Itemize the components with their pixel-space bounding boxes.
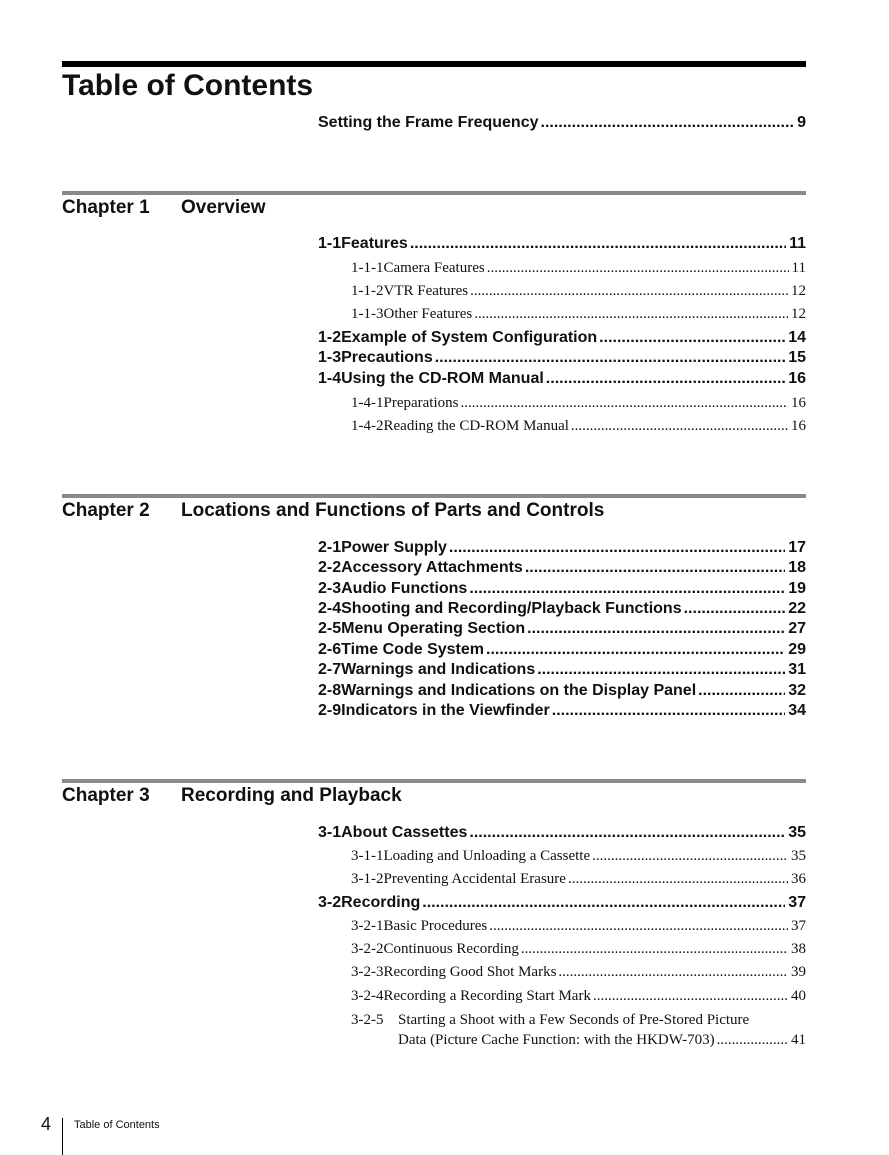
- dot-leader: [470, 282, 788, 301]
- toc-entry-number: 2-6: [318, 641, 342, 658]
- toc-entry-title: Accessory Attachments: [341, 559, 523, 576]
- toc-entry-page: 37: [791, 918, 806, 934]
- toc-subentry-1-4-1[interactable]: [351, 394, 806, 413]
- dot-leader: [460, 394, 788, 413]
- chapter-heading-2: [62, 499, 604, 523]
- toc-entry-number: 1-1-1: [351, 260, 384, 276]
- dot-leader: [599, 328, 785, 348]
- chapter-heading-1: [62, 196, 266, 220]
- toc-entry-page: 11: [791, 260, 806, 276]
- toc-entry-number: 1-1-2: [351, 283, 384, 299]
- toc-entry-title: Example of System Configuration: [341, 329, 598, 346]
- toc-entry-3-2[interactable]: [318, 893, 806, 913]
- toc-entry-2-1[interactable]: [318, 538, 806, 558]
- toc-entry-page: 16: [788, 370, 806, 387]
- toc-entry-number: 2-7: [318, 661, 342, 678]
- dot-leader: [489, 917, 788, 936]
- chapter-rule: [62, 779, 806, 783]
- toc-entry-3-1[interactable]: [318, 823, 806, 843]
- toc-entry-title: Time Code System: [341, 641, 484, 658]
- dot-leader: [422, 893, 785, 913]
- toc-entry-title: Other Features: [383, 306, 473, 322]
- toc-entry-2-2[interactable]: [318, 558, 806, 578]
- dot-leader: [546, 369, 785, 389]
- dot-leader: [469, 823, 785, 843]
- footer-divider: [62, 1118, 63, 1155]
- dot-leader: [435, 348, 785, 368]
- toc-entry-title: Using the CD-ROM Manual: [341, 370, 544, 387]
- dot-leader: [525, 558, 785, 578]
- chapter-label: Chapter 3: [62, 785, 150, 806]
- toc-entry-page: 39: [791, 964, 806, 980]
- toc-entry-line1: [351, 1010, 806, 1030]
- dot-leader: [469, 579, 785, 599]
- toc-entry-page: 34: [788, 702, 806, 719]
- toc-entry-number: 1-4-1: [351, 395, 384, 411]
- toc-subentry-3-1-1[interactable]: [351, 847, 806, 866]
- dot-leader: [449, 538, 785, 558]
- toc-entry-page: 27: [788, 620, 806, 637]
- toc-entry-title: Preventing Accidental Erasure: [383, 871, 566, 887]
- toc-subentry-3-2-5[interactable]: [351, 1010, 806, 1050]
- dot-leader: [552, 701, 785, 721]
- toc-entry-page: 19: [788, 580, 806, 597]
- toc-entry-title: Audio Functions: [341, 580, 468, 597]
- toc-entry-title: VTR Features: [383, 283, 469, 299]
- toc-subentry-1-4-2[interactable]: [351, 417, 806, 436]
- toc-entry-number: 1-4-2: [351, 418, 384, 434]
- chapter-title: Locations and Functions of Parts and Controls: [181, 500, 605, 521]
- dot-leader: [541, 113, 795, 133]
- toc-entry-1-4[interactable]: [318, 369, 806, 389]
- toc-entry-title: Starting a Shoot with a Few Seconds of Pre-Stored Picture: [398, 1012, 750, 1028]
- toc-entry-number: 3-2-5: [351, 1012, 384, 1028]
- toc-entry-line2: [398, 1030, 806, 1050]
- toc-entry-number: 3-2-1: [351, 918, 384, 934]
- dot-leader: [571, 417, 788, 436]
- dot-leader: [487, 259, 789, 278]
- toc-entry-number: 3-1-2: [351, 871, 384, 887]
- dot-leader: [474, 305, 788, 324]
- toc-entry-number: 1-1: [318, 235, 342, 252]
- dot-leader: [568, 870, 788, 889]
- toc-entry-number: 1-1-3: [351, 306, 384, 322]
- toc-entry-number: 2-4: [318, 600, 342, 617]
- chapter-title: Recording and Playback: [181, 785, 402, 806]
- toc-entry-1-1[interactable]: [318, 234, 806, 254]
- toc-entry-page: 41: [791, 1032, 806, 1048]
- dot-leader: [592, 847, 788, 866]
- toc-entry-page: 35: [791, 848, 806, 864]
- toc-entry-page: 32: [788, 682, 806, 699]
- toc-entry-title: Preparations: [383, 395, 459, 411]
- toc-entry-page: 29: [788, 641, 806, 658]
- dot-leader: [717, 1030, 789, 1050]
- dot-leader: [521, 940, 788, 959]
- toc-entry-number: 3-2-2: [351, 941, 384, 957]
- toc-entry-2-8[interactable]: [318, 681, 806, 701]
- toc-entry-2-6[interactable]: [318, 640, 806, 660]
- toc-entry-title-continued: Data (Picture Cache Function: with the HKDW-703): [398, 1032, 715, 1048]
- toc-entry-number: 2-3: [318, 580, 342, 597]
- toc-entry-page: 17: [788, 539, 806, 556]
- toc-entry-number: 3-1-1: [351, 848, 384, 864]
- toc-entry-number: 1-3: [318, 349, 342, 366]
- top-rule: [62, 61, 806, 67]
- toc-entry-page: 31: [788, 661, 806, 678]
- toc-entry-2-3[interactable]: [318, 579, 806, 599]
- toc-entry-number: 2-2: [318, 559, 342, 576]
- toc-entry-title: Warnings and Indications: [341, 661, 536, 678]
- toc-entry-page: 9: [797, 114, 806, 131]
- toc-entry-title: About Cassettes: [341, 824, 468, 841]
- toc-entry-1-3[interactable]: [318, 348, 806, 368]
- toc-entry-title: Camera Features: [383, 260, 485, 276]
- toc-subentry-1-1-3[interactable]: [351, 305, 806, 324]
- chapter-title: Overview: [181, 197, 266, 218]
- toc-entry-page: 36: [791, 871, 806, 887]
- toc-entry-number: 3-2-4: [351, 988, 384, 1004]
- dot-leader: [537, 660, 785, 680]
- toc-subentry-3-1-2[interactable]: [351, 870, 806, 889]
- toc-subentry-1-1-1[interactable]: [351, 259, 806, 278]
- toc-entry-number: 3-2: [318, 894, 342, 911]
- toc-entry-number: 2-9: [318, 702, 342, 719]
- toc-entry-page: 11: [789, 235, 806, 252]
- toc-entry-page: 16: [791, 395, 806, 411]
- toc-entry-page: 12: [791, 283, 806, 299]
- chapter-rule: [62, 494, 806, 498]
- toc-entry-number: 3-2-3: [351, 964, 384, 980]
- toc-entry-title: Warnings and Indications on the Display Panel: [341, 682, 697, 699]
- toc-entry-title: Loading and Unloading a Cassette: [383, 848, 591, 864]
- chapter-label: Chapter 2: [62, 500, 150, 521]
- toc-subentry-3-2-2[interactable]: [351, 940, 806, 959]
- toc-entry-page: 35: [788, 824, 806, 841]
- toc-entry-2-4[interactable]: [318, 599, 806, 619]
- toc-entry-page: 16: [791, 418, 806, 434]
- toc-entry-title: Continuous Recording: [383, 941, 519, 957]
- dot-leader: [684, 599, 786, 619]
- toc-subentry-3-2-4[interactable]: [351, 987, 806, 1006]
- toc-entry-setting-frame-frequency[interactable]: [318, 113, 806, 133]
- toc-entry-number: 2-8: [318, 682, 342, 699]
- toc-entry-page: 12: [791, 306, 806, 322]
- chapter-heading-3: [62, 784, 402, 808]
- toc-entry-page: 18: [788, 559, 806, 576]
- toc-subentry-3-2-1[interactable]: [351, 917, 806, 936]
- toc-entry-page: 15: [788, 349, 806, 366]
- chapter-label: Chapter 1: [62, 197, 150, 218]
- toc-entry-page: 40: [791, 988, 806, 1004]
- chapter-rule: [62, 191, 806, 195]
- dot-leader: [558, 963, 788, 982]
- toc-entry-page: 37: [788, 894, 806, 911]
- page-title: Table of Contents: [62, 69, 314, 102]
- toc-entry-number: 1-4: [318, 370, 342, 387]
- toc-entry-title: Menu Operating Section: [341, 620, 526, 637]
- dot-leader: [698, 681, 785, 701]
- toc-subentry-3-2-3[interactable]: [351, 963, 806, 982]
- toc-entry-title: Recording a Recording Start Mark: [383, 988, 591, 1004]
- toc-entry-title: Reading the CD-ROM Manual: [383, 418, 569, 434]
- toc-entry-number: 1-2: [318, 329, 342, 346]
- toc-entry-number: 2-5: [318, 620, 342, 637]
- toc-entry-title: Recording: [341, 894, 421, 911]
- toc-entry-2-9[interactable]: [318, 701, 806, 721]
- toc-entry-title: Power Supply: [341, 539, 447, 556]
- toc-entry-title: Basic Procedures: [383, 918, 488, 934]
- footer-label: Table of Contents: [74, 1119, 160, 1131]
- toc-entry-2-7[interactable]: [318, 660, 806, 680]
- toc-entry-title: Precautions: [341, 349, 433, 366]
- toc-entry-page: 38: [791, 941, 806, 957]
- toc-subentry-1-1-2[interactable]: [351, 282, 806, 301]
- toc-entry-2-5[interactable]: [318, 619, 806, 639]
- toc-entry-number: 2-1: [318, 539, 342, 556]
- toc-entry-title: Indicators in the Viewfinder: [341, 702, 550, 719]
- dot-leader: [410, 234, 786, 254]
- toc-entry-page: 22: [788, 600, 806, 617]
- toc-entry-title: Recording Good Shot Marks: [383, 964, 557, 980]
- toc-entry-page: 14: [788, 329, 806, 346]
- footer-page-number: 4: [41, 1114, 52, 1134]
- toc-entry-number: 3-1: [318, 824, 342, 841]
- toc-entry-1-2[interactable]: [318, 328, 806, 348]
- toc-entry-title: Shooting and Recording/Playback Functions: [341, 600, 682, 617]
- dot-leader: [527, 619, 785, 639]
- dot-leader: [486, 640, 785, 660]
- toc-entry-title: Setting the Frame Frequency: [318, 114, 539, 131]
- toc-entry-title: Features: [341, 235, 408, 252]
- dot-leader: [593, 987, 788, 1006]
